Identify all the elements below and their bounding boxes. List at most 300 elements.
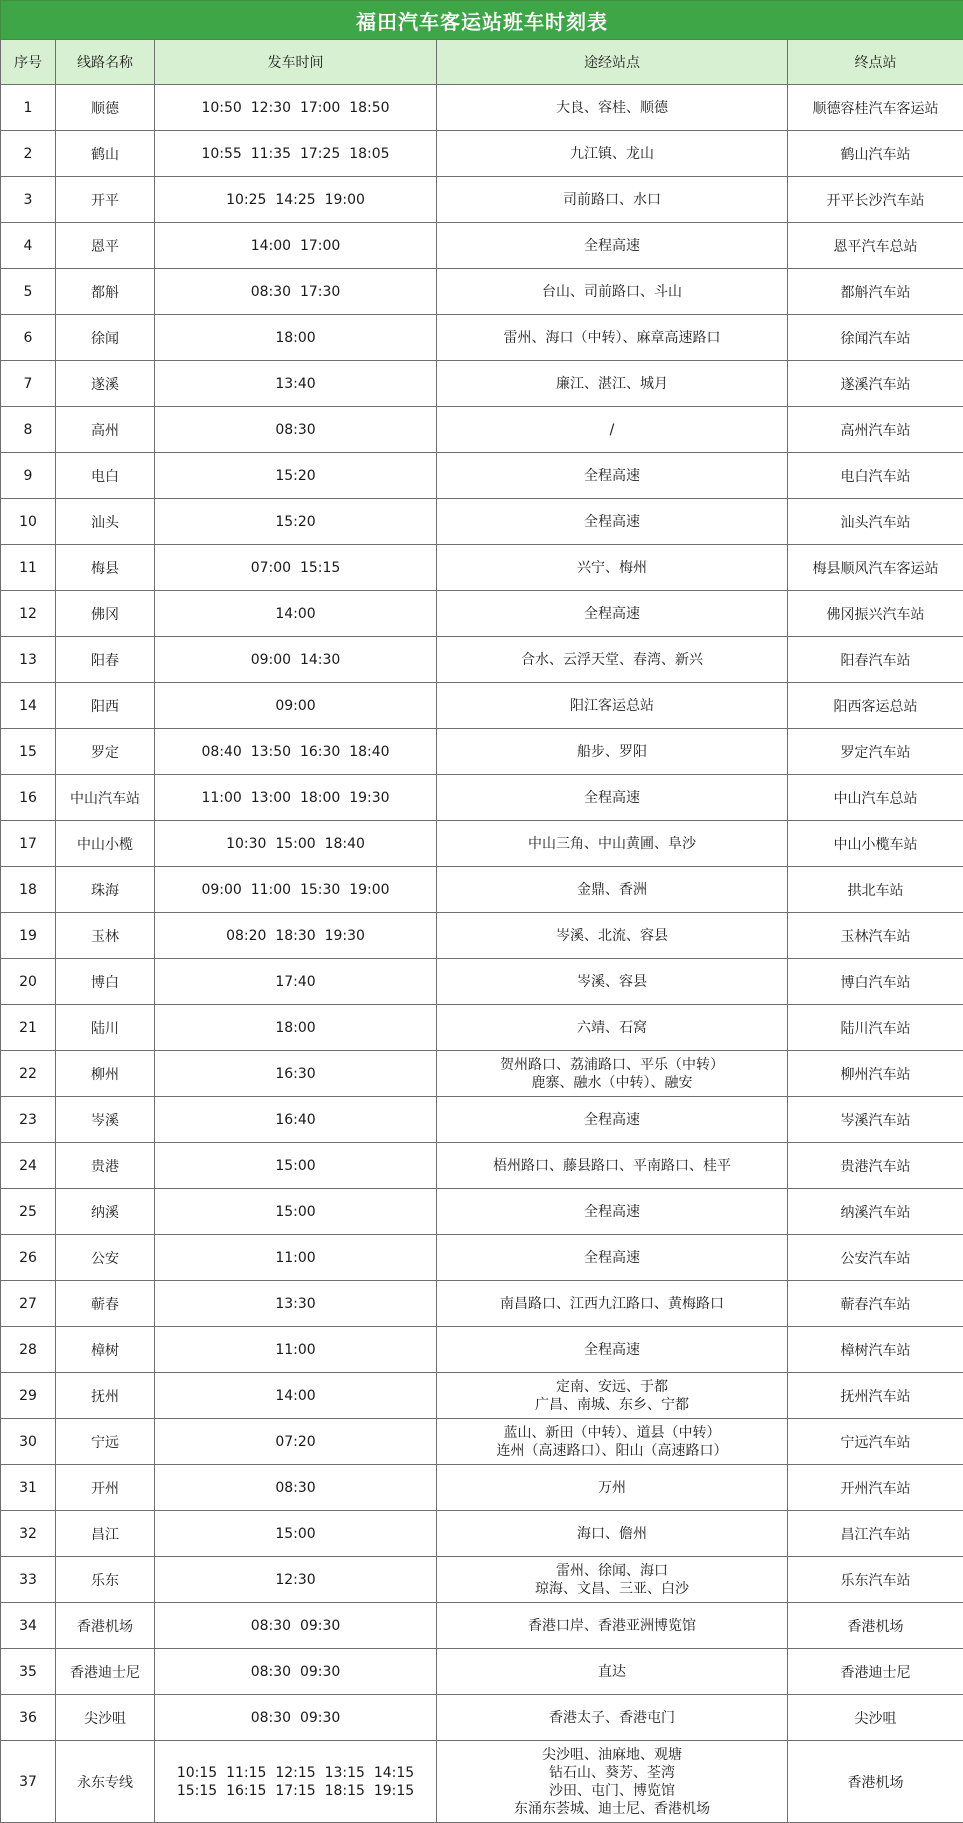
via-stops <box>437 1603 788 1649</box>
departure-times-line: 09:00 14:30 <box>250 651 341 668</box>
via-stops <box>437 1281 788 1327</box>
departure-times <box>155 1603 437 1649</box>
departure-times-line: 10:15 11:15 12:15 13:15 14:15 <box>176 1764 415 1781</box>
route-name: 开平 <box>56 177 155 223</box>
via-stops-line: 雷州、海口（中转）、麻章高速路口 <box>503 329 721 346</box>
via-stops <box>437 499 788 545</box>
route-name: 昌江 <box>56 1511 155 1557</box>
departure-times <box>155 591 437 637</box>
via-stops-line: 蓝山、新田（中转）、道县（中转） <box>503 1424 721 1441</box>
departure-times <box>155 1649 437 1695</box>
header-via: 途经站点 <box>437 40 788 85</box>
departure-times-line: 08:40 13:50 16:30 18:40 <box>201 743 390 760</box>
header-no: 序号 <box>1 40 56 85</box>
departure-times-line: 16:40 <box>275 1111 316 1128</box>
table-row <box>1 959 963 1005</box>
departure-times-line: 08:30 09:30 <box>250 1663 341 1680</box>
table-row <box>1 453 963 499</box>
table-row <box>1 499 963 545</box>
row-number: 9 <box>1 453 56 499</box>
header-terminal: 终点站 <box>788 40 963 85</box>
departure-times <box>155 913 437 959</box>
row-number: 8 <box>1 407 56 453</box>
terminal-station: 开平长沙汽车站 <box>788 177 963 223</box>
route-name: 香港机场 <box>56 1603 155 1649</box>
via-stops <box>437 85 788 131</box>
table-row <box>1 1281 963 1327</box>
via-stops-line: 鹿寨、融水（中转）、融安 <box>531 1074 693 1091</box>
table-row <box>1 913 963 959</box>
via-stops-line: 九江镇、龙山 <box>570 145 654 162</box>
via-stops-line: 全程高速 <box>584 513 640 530</box>
departure-times <box>155 821 437 867</box>
departure-times-line: 15:00 <box>275 1157 316 1174</box>
terminal-station: 阳西客运总站 <box>788 683 963 729</box>
terminal-station: 乐东汽车站 <box>788 1557 963 1603</box>
row-number: 1 <box>1 85 56 131</box>
row-number: 29 <box>1 1373 56 1419</box>
terminal-station: 佛冈振兴汽车站 <box>788 591 963 637</box>
via-stops-line: 全程高速 <box>584 1249 640 1266</box>
via-stops-line: 定南、安远、于都 <box>556 1378 668 1395</box>
departure-times <box>155 775 437 821</box>
table-row <box>1 1327 963 1373</box>
table-row <box>1 1005 963 1051</box>
via-stops <box>437 1557 788 1603</box>
row-number: 30 <box>1 1419 56 1465</box>
table-row <box>1 1511 963 1557</box>
route-name: 电白 <box>56 453 155 499</box>
terminal-station: 电白汽车站 <box>788 453 963 499</box>
departure-times-line: 15:00 <box>275 1203 316 1220</box>
table-row <box>1 1419 963 1465</box>
terminal-station: 鹤山汽车站 <box>788 131 963 177</box>
departure-times-line: 15:00 <box>275 1525 316 1542</box>
terminal-station: 贵港汽车站 <box>788 1143 963 1189</box>
row-number: 21 <box>1 1005 56 1051</box>
route-name: 佛冈 <box>56 591 155 637</box>
via-stops-line: 台山、司前路口、斗山 <box>542 283 682 300</box>
via-stops-line: 梧州路口、藤县路口、平南路口、桂平 <box>493 1157 731 1174</box>
route-name: 阳西 <box>56 683 155 729</box>
route-name: 乐东 <box>56 1557 155 1603</box>
route-name: 鹤山 <box>56 131 155 177</box>
terminal-station: 香港机场 <box>788 1603 963 1649</box>
table-row <box>1 1143 963 1189</box>
via-stops-line: 合水、云浮天堂、春湾、新兴 <box>521 651 703 668</box>
via-stops <box>437 1005 788 1051</box>
via-stops <box>437 1235 788 1281</box>
table-row <box>1 1465 963 1511</box>
departure-times <box>155 315 437 361</box>
table-row <box>1 407 963 453</box>
via-stops-line: 金鼎、香洲 <box>577 881 647 898</box>
table-row <box>1 177 963 223</box>
route-name: 公安 <box>56 1235 155 1281</box>
route-name: 中山汽车站 <box>56 775 155 821</box>
departure-times-line: 10:50 12:30 17:00 18:50 <box>201 99 390 116</box>
departure-times <box>155 269 437 315</box>
via-stops-line: 贺州路口、荔浦路口、平乐（中转） <box>500 1056 724 1073</box>
table-row <box>1 545 963 591</box>
departure-times-line: 15:20 <box>275 467 316 484</box>
via-stops-line: 全程高速 <box>584 237 640 254</box>
row-number: 25 <box>1 1189 56 1235</box>
row-number: 35 <box>1 1649 56 1695</box>
via-stops <box>437 1051 788 1097</box>
departure-times-line: 08:30 17:30 <box>250 283 341 300</box>
route-name: 陆川 <box>56 1005 155 1051</box>
via-stops-line: 全程高速 <box>584 605 640 622</box>
terminal-station: 恩平汽车总站 <box>788 223 963 269</box>
table-row <box>1 775 963 821</box>
row-number: 26 <box>1 1235 56 1281</box>
row-number: 6 <box>1 315 56 361</box>
departure-times-line: 11:00 <box>275 1249 316 1266</box>
table-row <box>1 1649 963 1695</box>
row-number: 7 <box>1 361 56 407</box>
departure-times <box>155 223 437 269</box>
table-row <box>1 729 963 775</box>
row-number: 10 <box>1 499 56 545</box>
departure-times <box>155 407 437 453</box>
departure-times-line: 14:00 17:00 <box>250 237 341 254</box>
route-name: 樟树 <box>56 1327 155 1373</box>
terminal-station: 中山汽车总站 <box>788 775 963 821</box>
departure-times <box>155 1281 437 1327</box>
table-row <box>1 223 963 269</box>
terminal-station: 高州汽车站 <box>788 407 963 453</box>
route-name: 宁远 <box>56 1419 155 1465</box>
route-name: 罗定 <box>56 729 155 775</box>
terminal-station: 宁远汽车站 <box>788 1419 963 1465</box>
row-number: 4 <box>1 223 56 269</box>
terminal-station: 拱北车站 <box>788 867 963 913</box>
terminal-station: 汕头汽车站 <box>788 499 963 545</box>
via-stops-line: 尖沙咀、油麻地、观塘 <box>542 1746 682 1763</box>
via-stops-line: 万州 <box>598 1479 626 1496</box>
via-stops <box>437 821 788 867</box>
departure-times-line: 13:30 <box>275 1295 316 1312</box>
departure-times <box>155 1235 437 1281</box>
row-number: 13 <box>1 637 56 683</box>
table-row <box>1 131 963 177</box>
departure-times-line: 09:00 <box>275 697 316 714</box>
via-stops-line: 广昌、南城、东乡、宁都 <box>535 1396 689 1413</box>
row-number: 5 <box>1 269 56 315</box>
via-stops <box>437 1097 788 1143</box>
route-name: 玉林 <box>56 913 155 959</box>
terminal-station: 樟树汽车站 <box>788 1327 963 1373</box>
route-name: 开州 <box>56 1465 155 1511</box>
departure-times-line: 10:30 15:00 18:40 <box>226 835 365 852</box>
via-stops-line: 船步、罗阳 <box>577 743 647 760</box>
table-row <box>1 821 963 867</box>
via-stops <box>437 1143 788 1189</box>
terminal-station: 梅县顺风汽车客运站 <box>788 545 963 591</box>
row-number: 31 <box>1 1465 56 1511</box>
route-name: 永东专线 <box>56 1741 155 1823</box>
terminal-station: 中山小榄车站 <box>788 821 963 867</box>
title-row <box>1 1 963 40</box>
row-number: 3 <box>1 177 56 223</box>
via-stops-line: 兴宁、梅州 <box>577 559 647 576</box>
route-name: 香港迪士尼 <box>56 1649 155 1695</box>
departure-times-line: 13:40 <box>275 375 316 392</box>
via-stops <box>437 1695 788 1741</box>
terminal-station: 香港机场 <box>788 1741 963 1823</box>
table-row <box>1 361 963 407</box>
departure-times <box>155 131 437 177</box>
departure-times <box>155 1511 437 1557</box>
departure-times-line: 11:00 <box>275 1341 316 1358</box>
departure-times <box>155 499 437 545</box>
via-stops-line: 香港口岸、香港亚洲博览馆 <box>528 1617 696 1634</box>
table-row <box>1 1557 963 1603</box>
departure-times-line: 14:00 <box>275 1387 316 1404</box>
row-number: 28 <box>1 1327 56 1373</box>
via-stops <box>437 591 788 637</box>
via-stops-line: 南昌路口、江西九江路口、黄梅路口 <box>500 1295 724 1312</box>
terminal-station: 尖沙咀 <box>788 1695 963 1741</box>
departure-times <box>155 453 437 499</box>
via-stops <box>437 453 788 499</box>
via-stops <box>437 959 788 1005</box>
route-name: 抚州 <box>56 1373 155 1419</box>
terminal-station: 遂溪汽车站 <box>788 361 963 407</box>
row-number: 34 <box>1 1603 56 1649</box>
table-row <box>1 683 963 729</box>
route-name: 恩平 <box>56 223 155 269</box>
row-number: 19 <box>1 913 56 959</box>
departure-times-line: 10:25 14:25 19:00 <box>226 191 365 208</box>
table-row <box>1 591 963 637</box>
route-name: 柳州 <box>56 1051 155 1097</box>
table-row <box>1 637 963 683</box>
route-name: 遂溪 <box>56 361 155 407</box>
departure-times <box>155 1741 437 1823</box>
via-stops-line: 全程高速 <box>584 1341 640 1358</box>
via-stops <box>437 1465 788 1511</box>
departure-times-line: 16:30 <box>275 1065 316 1082</box>
via-stops-line: 海口、儋州 <box>577 1525 647 1542</box>
table-row <box>1 1097 963 1143</box>
row-number: 27 <box>1 1281 56 1327</box>
via-stops-line: 全程高速 <box>584 789 640 806</box>
departure-times <box>155 729 437 775</box>
via-stops <box>437 729 788 775</box>
departure-times-line: 08:30 <box>275 421 316 438</box>
departure-times-line: 07:00 15:15 <box>250 559 341 576</box>
via-stops-line: / <box>609 421 615 438</box>
table-row <box>1 1603 963 1649</box>
row-number: 32 <box>1 1511 56 1557</box>
terminal-station: 香港迪士尼 <box>788 1649 963 1695</box>
route-name: 都斛 <box>56 269 155 315</box>
via-stops <box>437 1327 788 1373</box>
terminal-station: 徐闻汽车站 <box>788 315 963 361</box>
via-stops-line: 大良、容桂、顺德 <box>556 99 668 116</box>
via-stops-line: 廉江、湛江、城月 <box>556 375 668 392</box>
departure-times <box>155 683 437 729</box>
route-name: 贵港 <box>56 1143 155 1189</box>
via-stops <box>437 315 788 361</box>
via-stops-line: 全程高速 <box>584 1111 640 1128</box>
departure-times-line: 10:55 11:35 17:25 18:05 <box>201 145 390 162</box>
via-stops <box>437 177 788 223</box>
row-number: 12 <box>1 591 56 637</box>
row-number: 17 <box>1 821 56 867</box>
departure-times <box>155 867 437 913</box>
departure-times <box>155 637 437 683</box>
departure-times-line: 15:15 16:15 17:15 18:15 19:15 <box>176 1782 415 1799</box>
via-stops-line: 全程高速 <box>584 1203 640 1220</box>
via-stops <box>437 913 788 959</box>
row-number: 23 <box>1 1097 56 1143</box>
departure-times <box>155 85 437 131</box>
via-stops <box>437 361 788 407</box>
departure-times-line: 08:30 <box>275 1479 316 1496</box>
departure-times <box>155 959 437 1005</box>
table-row <box>1 1235 963 1281</box>
via-stops <box>437 269 788 315</box>
row-number: 15 <box>1 729 56 775</box>
via-stops <box>437 1511 788 1557</box>
terminal-station: 公安汽车站 <box>788 1235 963 1281</box>
row-number: 22 <box>1 1051 56 1097</box>
departure-times <box>155 1557 437 1603</box>
route-name: 顺德 <box>56 85 155 131</box>
route-name: 徐闻 <box>56 315 155 361</box>
row-number: 2 <box>1 131 56 177</box>
departure-times <box>155 1189 437 1235</box>
departure-times <box>155 1327 437 1373</box>
via-stops <box>437 1649 788 1695</box>
table-row <box>1 867 963 913</box>
via-stops-line: 雷州、徐闻、海口 <box>556 1562 668 1579</box>
via-stops <box>437 683 788 729</box>
departure-times-line: 09:00 11:00 15:30 19:00 <box>201 881 390 898</box>
departure-times <box>155 361 437 407</box>
via-stops <box>437 1189 788 1235</box>
departure-times <box>155 1465 437 1511</box>
via-stops <box>437 545 788 591</box>
route-name: 岑溪 <box>56 1097 155 1143</box>
via-stops <box>437 775 788 821</box>
via-stops-line: 中山三角、中山黄圃、阜沙 <box>528 835 696 852</box>
via-stops-line: 全程高速 <box>584 467 640 484</box>
via-stops-line: 连州（高速路口）、阳山（高速路口） <box>496 1442 728 1459</box>
route-name: 尖沙咀 <box>56 1695 155 1741</box>
row-number: 11 <box>1 545 56 591</box>
table-row <box>1 1189 963 1235</box>
terminal-station: 昌江汽车站 <box>788 1511 963 1557</box>
row-number: 33 <box>1 1557 56 1603</box>
table-row <box>1 269 963 315</box>
terminal-station: 玉林汽车站 <box>788 913 963 959</box>
via-stops-line: 司前路口、水口 <box>563 191 661 208</box>
route-name: 阳春 <box>56 637 155 683</box>
departure-times-line: 17:40 <box>275 973 316 990</box>
via-stops <box>437 1741 788 1823</box>
terminal-station: 岑溪汽车站 <box>788 1097 963 1143</box>
row-number: 37 <box>1 1741 56 1823</box>
header-times: 发车时间 <box>155 40 437 85</box>
terminal-station: 柳州汽车站 <box>788 1051 963 1097</box>
via-stops-line: 岑溪、容县 <box>577 973 647 990</box>
table-row <box>1 1695 963 1741</box>
via-stops-line: 阳江客运总站 <box>570 697 654 714</box>
departure-times-line: 15:20 <box>275 513 316 530</box>
departure-times <box>155 1097 437 1143</box>
via-stops <box>437 867 788 913</box>
header-route: 线路名称 <box>56 40 155 85</box>
terminal-station: 纳溪汽车站 <box>788 1189 963 1235</box>
route-name: 纳溪 <box>56 1189 155 1235</box>
terminal-station: 顺德容桂汽车客运站 <box>788 85 963 131</box>
route-name: 汕头 <box>56 499 155 545</box>
via-stops <box>437 637 788 683</box>
row-number: 14 <box>1 683 56 729</box>
via-stops-line: 直达 <box>598 1663 626 1680</box>
departure-times <box>155 1695 437 1741</box>
departure-times-line: 11:00 13:00 18:00 19:30 <box>201 789 390 806</box>
via-stops-line: 六靖、石窝 <box>577 1019 647 1036</box>
via-stops <box>437 1373 788 1419</box>
via-stops <box>437 1419 788 1465</box>
departure-times <box>155 545 437 591</box>
departure-times-line: 07:20 <box>275 1433 316 1450</box>
via-stops <box>437 131 788 177</box>
via-stops-line: 琼海、文昌、三亚、白沙 <box>535 1580 689 1597</box>
route-name: 蕲春 <box>56 1281 155 1327</box>
terminal-station: 阳春汽车站 <box>788 637 963 683</box>
departure-times-line: 12:30 <box>275 1571 316 1588</box>
departure-times-line: 08:20 18:30 19:30 <box>226 927 365 944</box>
departure-times <box>155 177 437 223</box>
row-number: 36 <box>1 1695 56 1741</box>
route-name: 梅县 <box>56 545 155 591</box>
route-name: 珠海 <box>56 867 155 913</box>
departure-times-line: 18:00 <box>275 329 316 346</box>
row-number: 20 <box>1 959 56 1005</box>
route-name: 中山小榄 <box>56 821 155 867</box>
via-stops <box>437 407 788 453</box>
route-name: 博白 <box>56 959 155 1005</box>
header-row <box>1 40 963 85</box>
row-number: 18 <box>1 867 56 913</box>
table-row <box>1 1373 963 1419</box>
terminal-station: 陆川汽车站 <box>788 1005 963 1051</box>
table-row <box>1 315 963 361</box>
terminal-station: 抚州汽车站 <box>788 1373 963 1419</box>
page-title: 福田汽车客运站班车时刻表 <box>1 1 963 40</box>
route-name: 高州 <box>56 407 155 453</box>
table-row <box>1 1741 963 1823</box>
departure-times <box>155 1419 437 1465</box>
departure-times-line: 08:30 09:30 <box>250 1617 341 1634</box>
via-stops-line: 岑溪、北流、容县 <box>556 927 668 944</box>
via-stops-line: 沙田、屯门、博览馆 <box>549 1782 675 1799</box>
departure-times-line: 18:00 <box>275 1019 316 1036</box>
departure-times-line: 14:00 <box>275 605 316 622</box>
row-number: 24 <box>1 1143 56 1189</box>
via-stops-line: 香港太子、香港屯门 <box>549 1709 675 1726</box>
terminal-station: 博白汽车站 <box>788 959 963 1005</box>
departure-times <box>155 1143 437 1189</box>
departure-times <box>155 1373 437 1419</box>
departure-times <box>155 1051 437 1097</box>
